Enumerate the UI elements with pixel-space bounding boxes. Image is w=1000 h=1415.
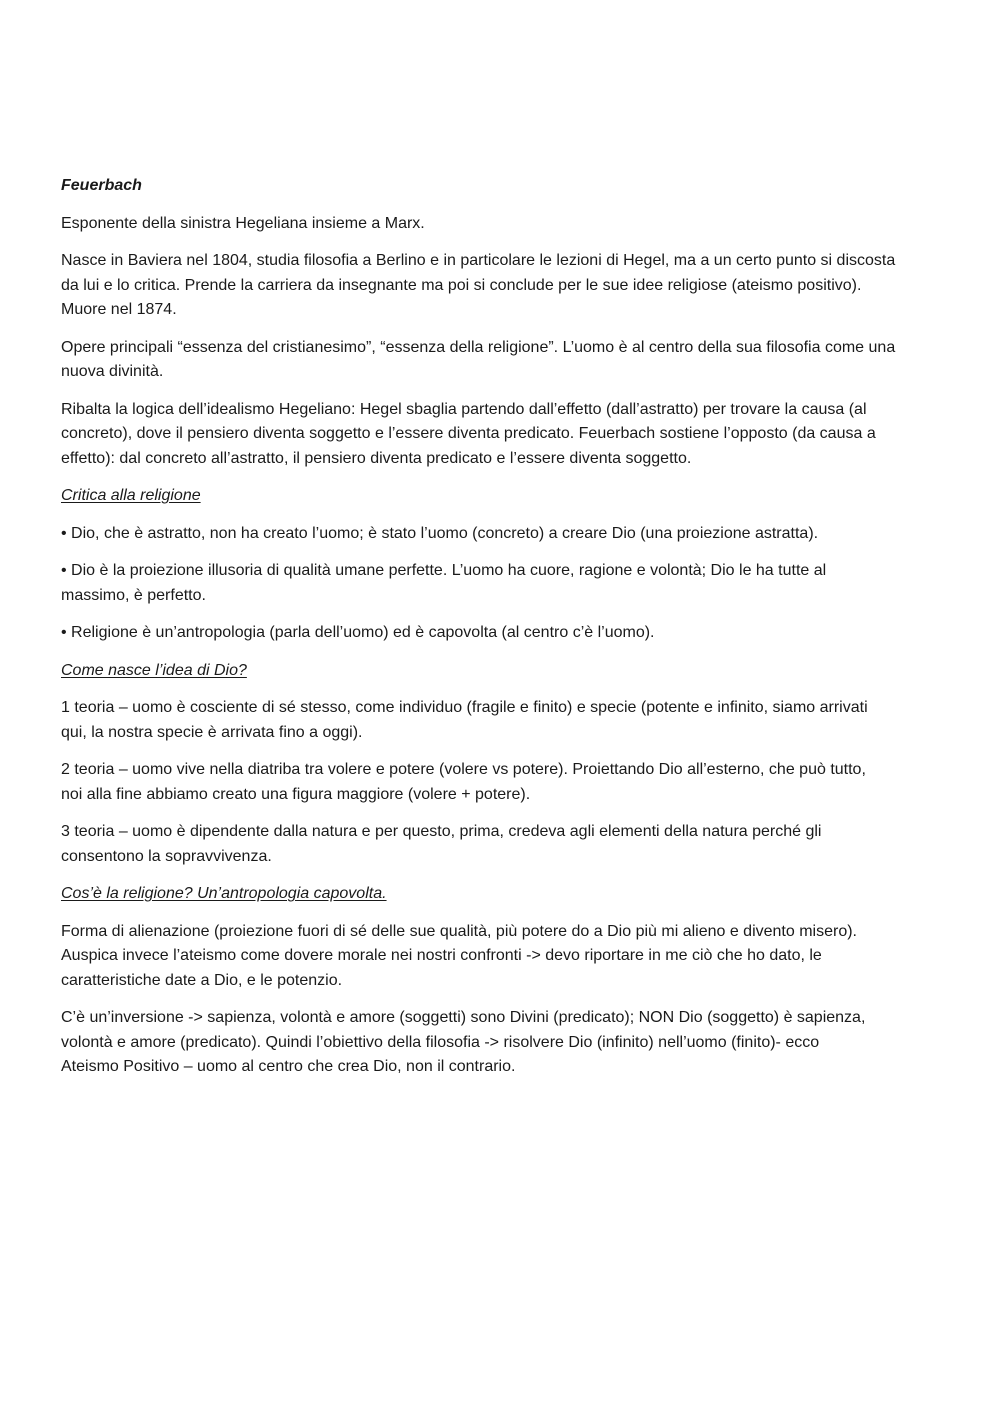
theory-3-paragraph — [61, 820, 941, 869]
text-line: qui, la nostra specie è arrivata fino a oggi). — [61, 723, 363, 741]
text-line: 2 teoria – uomo vive nella diatriba tra volere e potere (volere vs potere). Proiettando Dio all’esterno, che può tutto, — [61, 761, 866, 778]
document-title: Feuerbach — [61, 177, 142, 194]
logic-paragraph — [61, 398, 941, 472]
text-line: nuova divinità. — [61, 363, 164, 380]
text-line: Ribalta la logica dell’idealismo Hegeliano: Hegel sbaglia partendo dall’effetto (dall’astratto) per trovare la causa (al — [61, 400, 867, 418]
text-line: massimo, è perfetto. — [61, 586, 206, 604]
inversion-paragraph — [61, 1006, 941, 1080]
text-line: • Religione è un’antropologia (parla dell’uomo) ed è capovolta (al centro c’è l’uomo). — [61, 624, 655, 641]
text-line: Ateismo Positivo – uomo al centro che crea Dio, non il contrario. — [61, 1058, 516, 1075]
text-line: Nasce in Baviera nel 1804, studia filosofia a Berlino e in particolare le lezioni di Hegel, ma a un certo punto si discosta — [61, 252, 896, 269]
text-line: Forma di alienazione (proiezione fuori di sé delle sue qualità, più potere do a Dio più mi alieno e divento misero). — [61, 922, 857, 940]
bio-paragraph — [61, 249, 941, 323]
text-line: Auspica invece l’ateismo come dovere morale nei nostri confronti -> devo riportare in me ciò che ho dato, le — [61, 947, 822, 964]
critique-bullet-3 — [61, 621, 941, 646]
text-line: Muore nel 1874. — [61, 301, 177, 318]
text-line: C’è un’inversione -> sapienza, volontà e amore (soggetti) sono Divini (predicato); NON Dio (soggetto) è sapienza, — [61, 1009, 866, 1026]
origin-heading: Come nasce l’idea di Dio? — [61, 661, 247, 679]
intro-paragraph: Esponente della sinistra Hegeliana insieme a Marx. — [61, 214, 425, 232]
text-line: da lui e lo critica. Prende la carriera da insegnante ma poi si conclude per le sue idee religiose (ateismo positivo). — [61, 276, 862, 294]
religion-heading: Cos’è la religione? Un’antropologia capovolta. — [61, 885, 387, 902]
text-line: noi alla fine abbiamo creato una figura maggiore (volere + potere). — [61, 785, 531, 803]
text-line: effetto): dal concreto all’astratto, il pensiero diventa predicato e l’essere diventa soggetto. — [61, 449, 692, 467]
text-line: Opere principali “essenza del cristianesimo”, “essenza della religione”. L’uomo è al centro della sua filosofia come una — [61, 338, 896, 356]
text-line: 3 teoria – uomo è dipendente dalla natura e per questo, prima, credeva agli elementi della natura perché gli — [61, 823, 822, 840]
critique-bullet-1 — [61, 522, 941, 547]
text-line: volontà e amore (predicato). Quindi l’obiettivo della filosofia -> risolvere Dio (infinito) nell’uomo (finito)- ecco — [61, 1033, 820, 1051]
text-line: • Dio è la proiezione illusoria di qualità umane perfette. L’uomo ha cuore, ragione e volontà; Dio le ha tutte al — [61, 562, 827, 579]
text-line: caratteristiche date a Dio, e le potenzio. — [61, 971, 343, 989]
text-line: concreto), dove il pensiero diventa soggetto e l’essere diventa predicato. Feuerbach sostiene l’opposto (da causa a — [61, 425, 876, 442]
document-page — [61, 174, 941, 1093]
text-line: • Dio, che è astratto, non ha creato l’uomo; è stato l’uomo (concreto) a creare Dio (una proiezione astratta). — [61, 524, 819, 542]
works-paragraph — [61, 336, 941, 385]
text-line: consentono la sopravvivenza. — [61, 847, 272, 865]
theory-2-paragraph — [61, 758, 941, 807]
critique-bullet-2 — [61, 559, 941, 608]
text-line: 1 teoria – uomo è cosciente di sé stesso, come individuo (fragile e finito) e specie (potente e infinito, siamo arrivati — [61, 699, 868, 716]
theory-1-paragraph — [61, 696, 941, 745]
alienation-paragraph — [61, 920, 941, 994]
critique-heading: Critica alla religione — [61, 487, 201, 504]
